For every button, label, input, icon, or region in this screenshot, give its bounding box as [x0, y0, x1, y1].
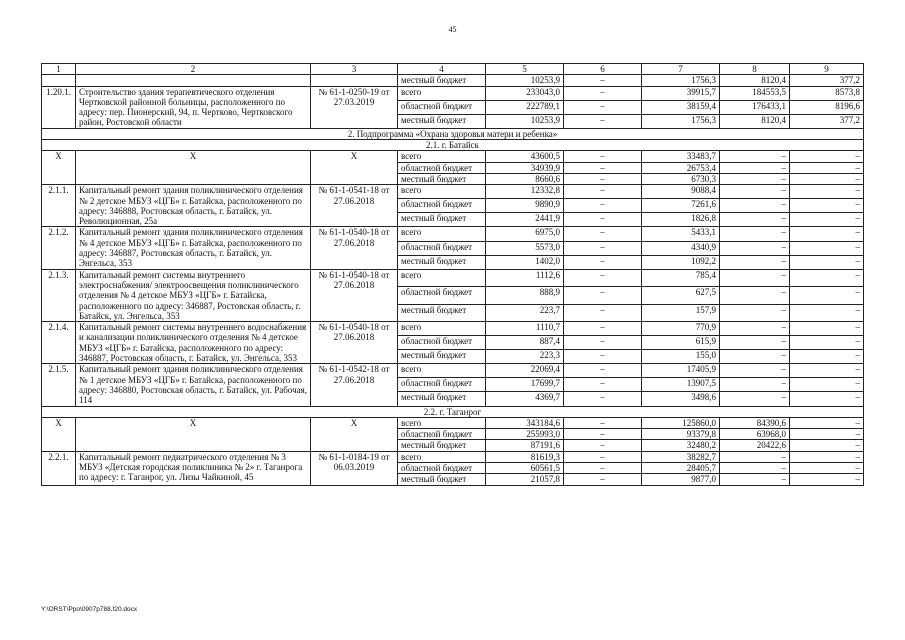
section-row: [42, 128, 864, 139]
value-col6: –: [564, 440, 642, 451]
value-col6: –: [564, 213, 642, 227]
item-name: Капитальный ремонт здания поликлинического отделения № 1 детское МБУЗ «ЦГБ» г. Батайска, расположенного по адресу: 346880, Ростовская область, г. Батайск, ул. Рабочая, 114: [76, 364, 311, 406]
item-number: 2.2.1.: [42, 451, 76, 485]
value-col8: 184553,5: [720, 86, 790, 100]
item-number: 2.1.2.: [42, 227, 76, 269]
value-col7: 785,4: [642, 269, 720, 286]
value-col9: –: [790, 162, 864, 173]
value-col7: 28405,7: [642, 462, 720, 473]
table-row: [42, 151, 864, 162]
value-col6: –: [564, 173, 642, 184]
value-col6: –: [564, 417, 642, 428]
budget-kind: местный бюджет: [398, 304, 486, 322]
budget-kind: всего: [398, 364, 486, 378]
value-col9: –: [790, 255, 864, 269]
value-col6: –: [564, 336, 642, 350]
value-col9: –: [790, 173, 864, 184]
value-col7: 627,5: [642, 287, 720, 304]
value-col9: –: [790, 185, 864, 199]
value-col6: –: [564, 75, 642, 86]
header-col-7: 7: [642, 64, 720, 75]
value-col9: –: [790, 440, 864, 451]
subprogram-title: 2. Подпрограмма «Охрана здоровья матери и ребенка»: [42, 128, 864, 139]
value-col5: 255993,0: [486, 429, 564, 440]
value-col6: –: [564, 86, 642, 100]
item-name: Капитальный ремонт здания поликлинического отделения № 4 детское МБУЗ «ЦГБ» г. Батайска, расположенного по адресу: 346887, Ростовская область, г. Батайск, ул. Энгельса, 353: [76, 227, 311, 269]
budget-kind: местный бюджет: [398, 173, 486, 184]
value-col6: –: [564, 269, 642, 286]
value-col7: 17405,9: [642, 364, 720, 378]
section-row: [42, 140, 864, 151]
table-row: [42, 364, 864, 378]
budget-kind: областной бюджет: [398, 287, 486, 304]
budget-kind: областной бюджет: [398, 199, 486, 213]
value-col8: –: [720, 173, 790, 184]
budget-kind: местный бюджет: [398, 255, 486, 269]
budget-kind: всего: [398, 185, 486, 199]
value-col8: 8120,4: [720, 114, 790, 128]
value-col9: –: [790, 322, 864, 336]
value-col8: –: [720, 304, 790, 322]
item-number: 1.20.1.: [42, 86, 76, 128]
value-col7: 1826,8: [642, 213, 720, 227]
budget-kind: областной бюджет: [398, 378, 486, 392]
value-col6: –: [564, 462, 642, 473]
value-col5: 21057,8: [486, 474, 564, 485]
item-name: Капитальный ремонт здания поликлинического отделения № 2 детское МБУЗ «ЦГБ» г. Батайска, расположенного по адресу: 346888, Ростовская область, г. Батайск, ул. Революционная, 25а: [76, 185, 311, 227]
value-col5: 4369,7: [486, 392, 564, 406]
value-col9: –: [790, 350, 864, 364]
value-col7: 125860,0: [642, 417, 720, 428]
value-col8: –: [720, 151, 790, 162]
budget-kind: областной бюджет: [398, 241, 486, 255]
x-mark: Х: [42, 417, 76, 451]
item-name: Капитальный ремонт педиатрического отделения № 3 МБУЗ «Детская городская поликлиника № 2» г. Таганрога по адресу: г. Таганрог, ул. Лизы Чайкиной, 45: [76, 451, 311, 485]
value-col7: 9877,0: [642, 474, 720, 485]
budget-kind: всего: [398, 86, 486, 100]
header-row: [42, 64, 864, 75]
budget-kind: местный бюджет: [398, 392, 486, 406]
value-col9: 8573,8: [790, 86, 864, 100]
item-name: Капитальный ремонт системы внутреннего электроснабжения/ электроосвещения поликлинического отделения № 4 детское МБУЗ «ЦГБ» г. Батайска, расположенного по адресу: 346887, Ростовская область, г. Батайск, ул. Энгельса, 353: [76, 269, 311, 321]
value-col5: 9890,9: [486, 199, 564, 213]
value-col5: 5573,0: [486, 241, 564, 255]
budget-kind: местный бюджет: [398, 474, 486, 485]
value-col7: 157,9: [642, 304, 720, 322]
budget-kind: местный бюджет: [398, 75, 486, 86]
x-mark: Х: [76, 417, 311, 451]
value-col5: 343184,6: [486, 417, 564, 428]
item-document: № 61-1-0540-18 от 27.06.2018: [311, 322, 398, 364]
value-col5: 223,7: [486, 304, 564, 322]
budget-kind: местный бюджет: [398, 213, 486, 227]
value-col8: 84390,6: [720, 417, 790, 428]
budget-kind: местный бюджет: [398, 350, 486, 364]
value-col5: 1110,7: [486, 322, 564, 336]
value-col8: –: [720, 462, 790, 473]
budget-kind: всего: [398, 417, 486, 428]
budget-kind: областной бюджет: [398, 100, 486, 114]
value-col9: –: [790, 417, 864, 428]
value-col5: 222789,1: [486, 100, 564, 114]
value-col9: –: [790, 392, 864, 406]
value-col9: –: [790, 304, 864, 322]
value-col7: 39915,7: [642, 86, 720, 100]
value-col7: 9088,4: [642, 185, 720, 199]
value-col8: –: [720, 474, 790, 485]
value-col7: 4340,9: [642, 241, 720, 255]
value-col9: –: [790, 287, 864, 304]
item-document: № 61-1-0540-18 от 27.06.2018: [311, 227, 398, 269]
value-col6: –: [564, 287, 642, 304]
value-col5: 60561,5: [486, 462, 564, 473]
value-col8: –: [720, 213, 790, 227]
header-col-5: 5: [486, 64, 564, 75]
value-col5: 81619,3: [486, 451, 564, 462]
value-col8: –: [720, 269, 790, 286]
value-col7: 7261,6: [642, 199, 720, 213]
table-row: [42, 451, 864, 462]
value-col9: 377,2: [790, 114, 864, 128]
value-col9: –: [790, 364, 864, 378]
value-col7: 32480,2: [642, 440, 720, 451]
item-document: № 61-1-0540-18 от 27.06.2018: [311, 269, 398, 321]
budget-kind: областной бюджет: [398, 462, 486, 473]
value-col7: 6730,3: [642, 173, 720, 184]
value-col8: 8120,4: [720, 75, 790, 86]
item-number: 2.1.5.: [42, 364, 76, 406]
value-col5: 6975,0: [486, 227, 564, 241]
value-col8: –: [720, 199, 790, 213]
item-document: № 61-1-0542-18 от 27.06.2018: [311, 364, 398, 406]
value-col5: 34939,9: [486, 162, 564, 173]
value-col7: 38159,4: [642, 100, 720, 114]
value-col5: 87191,6: [486, 440, 564, 451]
value-col6: –: [564, 378, 642, 392]
value-col8: 63968,0: [720, 429, 790, 440]
value-col6: –: [564, 114, 642, 128]
table-row: [42, 86, 864, 100]
value-col5: 888,9: [486, 287, 564, 304]
item-document: № 61-1-0250-19 от 27.03.2019: [311, 86, 398, 128]
value-col7: 5433,1: [642, 227, 720, 241]
table-row: [42, 269, 864, 286]
item-number: 2.1.1.: [42, 185, 76, 227]
value-col8: 176433,1: [720, 100, 790, 114]
header-col-8: 8: [720, 64, 790, 75]
budget-kind: всего: [398, 451, 486, 462]
value-col6: –: [564, 162, 642, 173]
value-col9: 8196,6: [790, 100, 864, 114]
header-col-3: 3: [311, 64, 398, 75]
value-col7: 1756,3: [642, 114, 720, 128]
empty-cell: [42, 75, 76, 86]
x-mark: Х: [311, 151, 398, 185]
value-col6: –: [564, 255, 642, 269]
value-col5: 1112,6: [486, 269, 564, 286]
value-col5: 2441,9: [486, 213, 564, 227]
value-col7: 1756,3: [642, 75, 720, 86]
item-document: № 61-1-0184-19 от 06.03.2019: [311, 451, 398, 485]
value-col6: –: [564, 474, 642, 485]
x-mark: Х: [42, 151, 76, 185]
value-col5: 43600,5: [486, 151, 564, 162]
section-row: [42, 406, 864, 417]
value-col8: –: [720, 392, 790, 406]
value-col8: –: [720, 287, 790, 304]
continuation-row: [42, 75, 864, 86]
value-col5: 8660,6: [486, 173, 564, 184]
value-col9: –: [790, 336, 864, 350]
value-col7: 13907,5: [642, 378, 720, 392]
value-col7: 1092,2: [642, 255, 720, 269]
item-number: 2.1.4.: [42, 322, 76, 364]
value-col5: 22069,4: [486, 364, 564, 378]
budget-kind: всего: [398, 269, 486, 286]
value-col7: 33483,7: [642, 151, 720, 162]
value-col8: –: [720, 185, 790, 199]
header-col-6: 6: [564, 64, 642, 75]
value-col5: 887,4: [486, 336, 564, 350]
value-col9: –: [790, 213, 864, 227]
value-col7: 155,0: [642, 350, 720, 364]
value-col6: –: [564, 151, 642, 162]
city-title-batajsk: 2.1. г. Батайск: [42, 140, 864, 151]
header-col-2: 2: [76, 64, 311, 75]
value-col6: –: [564, 392, 642, 406]
value-col8: –: [720, 255, 790, 269]
value-col6: –: [564, 100, 642, 114]
table-row: [42, 322, 864, 336]
table-row: [42, 417, 864, 428]
value-col9: –: [790, 378, 864, 392]
value-col6: –: [564, 185, 642, 199]
value-col7: 770,9: [642, 322, 720, 336]
value-col8: –: [720, 241, 790, 255]
value-col8: –: [720, 350, 790, 364]
item-name: Капитальный ремонт системы внутреннего водоснабжения и канализации поликлинического отделения № 4 детское МБУЗ «ЦГБ» г. Батайска, расположенного по адресу: 346887, Ростовская область, г. Батайск, ул. Энгельса, 353: [76, 322, 311, 364]
value-col6: –: [564, 364, 642, 378]
value-col9: –: [790, 151, 864, 162]
value-col5: 17699,7: [486, 378, 564, 392]
value-col6: –: [564, 227, 642, 241]
value-col6: –: [564, 322, 642, 336]
value-col9: –: [790, 241, 864, 255]
budget-kind: всего: [398, 322, 486, 336]
item-name: Строительство здания терапевтического отделения Чертковской районной больницы, расположенного по адресу: пер. Пионерский, 94, п. Чертково, Чертковского район, Ростовской области: [76, 86, 311, 128]
value-col7: 93379,8: [642, 429, 720, 440]
value-col9: –: [790, 269, 864, 286]
value-col6: –: [564, 350, 642, 364]
empty-cell: [76, 75, 311, 86]
budget-kind: местный бюджет: [398, 440, 486, 451]
budget-kind: областной бюджет: [398, 429, 486, 440]
value-col8: –: [720, 322, 790, 336]
value-col6: –: [564, 199, 642, 213]
header-col-1: 1: [42, 64, 76, 75]
value-col6: –: [564, 451, 642, 462]
value-col8: –: [720, 336, 790, 350]
item-document: № 61-1-0541-18 от 27.06.2018: [311, 185, 398, 227]
page-number: 45: [448, 25, 457, 34]
value-col8: –: [720, 162, 790, 173]
value-col6: –: [564, 304, 642, 322]
value-col5: 12332,8: [486, 185, 564, 199]
value-col8: –: [720, 227, 790, 241]
x-mark: Х: [311, 417, 398, 451]
empty-cell: [311, 75, 398, 86]
value-col7: 38282,7: [642, 451, 720, 462]
value-col7: 3498,6: [642, 392, 720, 406]
value-col9: –: [790, 451, 864, 462]
value-col5: 10253,9: [486, 75, 564, 86]
value-col5: 10253,9: [486, 114, 564, 128]
value-col5: 223,3: [486, 350, 564, 364]
table-row: [42, 185, 864, 199]
value-col6: –: [564, 241, 642, 255]
value-col9: 377,2: [790, 75, 864, 86]
value-col9: –: [790, 462, 864, 473]
value-col9: –: [790, 227, 864, 241]
value-col8: –: [720, 451, 790, 462]
value-col7: 615,9: [642, 336, 720, 350]
budget-table: [41, 63, 864, 486]
budget-kind: областной бюджет: [398, 336, 486, 350]
footer-file-path: Y:\ORST\Ppo\0907p788.f20.docx: [41, 606, 138, 613]
item-number: 2.1.3.: [42, 269, 76, 321]
budget-kind: областной бюджет: [398, 162, 486, 173]
budget-kind: всего: [398, 151, 486, 162]
budget-kind: всего: [398, 227, 486, 241]
city-title-taganrog: 2.2. г. Таганрог: [42, 406, 864, 417]
value-col7: 26753,4: [642, 162, 720, 173]
value-col8: –: [720, 364, 790, 378]
x-mark: Х: [76, 151, 311, 185]
value-col9: –: [790, 474, 864, 485]
value-col6: –: [564, 429, 642, 440]
value-col5: 1402,0: [486, 255, 564, 269]
value-col8: –: [720, 378, 790, 392]
value-col8: 20422,6: [720, 440, 790, 451]
budget-kind: местный бюджет: [398, 114, 486, 128]
table-row: [42, 227, 864, 241]
value-col9: –: [790, 429, 864, 440]
header-col-9: 9: [790, 64, 864, 75]
value-col9: –: [790, 199, 864, 213]
value-col5: 233043,0: [486, 86, 564, 100]
header-col-4: 4: [398, 64, 486, 75]
